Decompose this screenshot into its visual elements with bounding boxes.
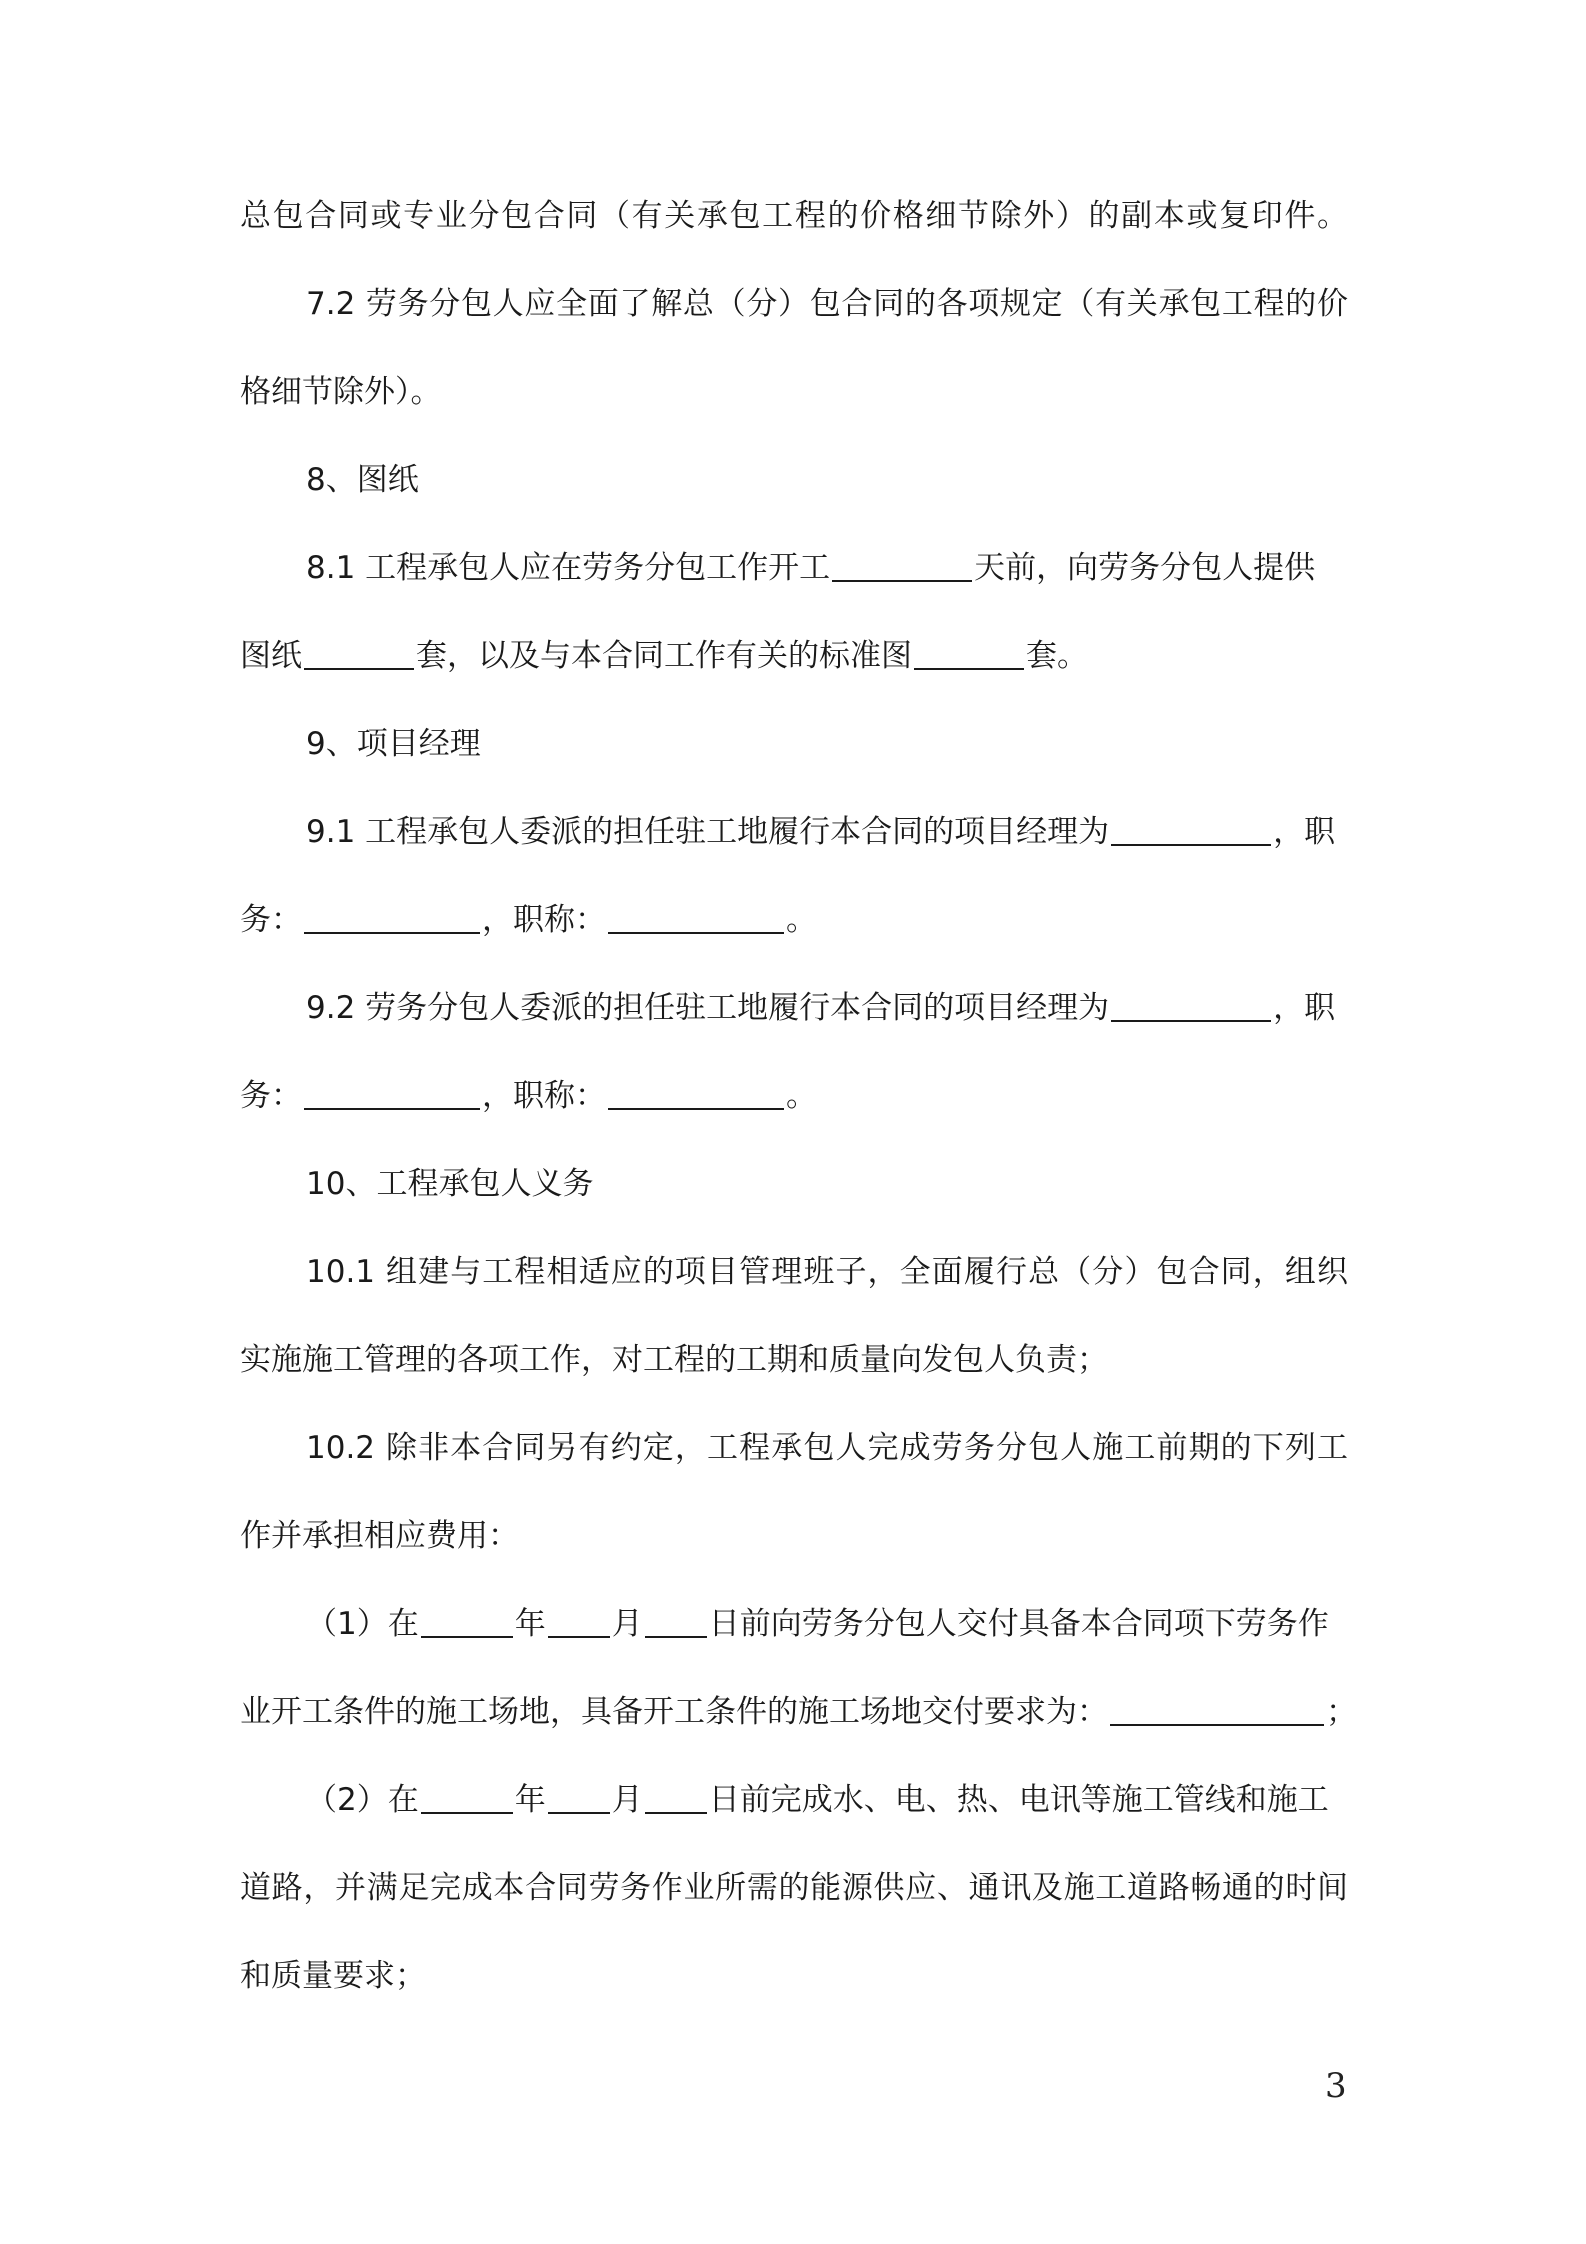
clause-7-2: [306, 274, 1348, 334]
text: 日前向劳务分包人交付具备本合同项下劳务作: [708, 1606, 1329, 1642]
clause-10-1: [306, 1242, 1348, 1302]
paragraph-line: [240, 186, 1348, 246]
section-heading-8: [306, 450, 1348, 510]
paragraph-line: [240, 1330, 1348, 1390]
fill-in-blank[interactable]: [421, 1776, 513, 1814]
paragraph-line: [240, 1506, 1348, 1566]
fill-in-blank[interactable]: [1111, 984, 1271, 1022]
text: 作并承担相应费用：: [240, 1518, 519, 1554]
fill-in-blank[interactable]: [645, 1600, 707, 1638]
paragraph-line: [240, 1682, 1366, 1742]
text: 图纸: [240, 638, 302, 674]
fill-in-blank[interactable]: [1111, 808, 1271, 846]
text: ，职称：: [482, 902, 606, 938]
text: 套。: [1026, 638, 1088, 674]
text: ，职称：: [482, 1078, 606, 1114]
text: 。: [786, 902, 817, 938]
paragraph-line: [240, 1858, 1348, 1918]
paragraph-line: [240, 890, 1348, 950]
text: 8.1 工程承包人应在劳务分包工作开工: [306, 550, 831, 586]
text: 年: [514, 1606, 546, 1642]
fill-in-blank[interactable]: [548, 1600, 610, 1638]
text: ，职: [1273, 814, 1336, 850]
paragraph-line: [240, 626, 1348, 686]
text: 8、图纸: [306, 462, 419, 498]
text: 10.2 除非本合同另有约定，工程承包人完成劳务分包人施工前期的下列工: [306, 1430, 1348, 1466]
text: 格细节除外）。: [240, 374, 442, 410]
text: ；: [1326, 1694, 1357, 1730]
text: 月: [611, 1782, 643, 1818]
text: 道路，并满足完成本合同劳务作业所需的能源供应、通讯及施工道路畅通的时间: [240, 1870, 1348, 1906]
text: 日前完成水、电、热、电讯等施工管线和施工: [708, 1782, 1329, 1818]
text: 套，以及与本合同工作有关的标准图: [416, 638, 912, 674]
text: 总包合同或专业分包合同（有关承包工程的价格细节除外）的副本或复印件。: [240, 198, 1348, 234]
paragraph-line: [240, 362, 1348, 422]
fill-in-blank[interactable]: [304, 632, 414, 670]
paragraph-line: [240, 1066, 1348, 1126]
text: 业开工条件的施工场地，具备开工条件的施工场地交付要求为：: [240, 1694, 1108, 1730]
text: 9.2 劳务分包人委派的担任驻工地履行本合同的项目经理为: [306, 990, 1110, 1026]
text: 9.1 工程承包人委派的担任驻工地履行本合同的项目经理为: [306, 814, 1110, 850]
text: 月: [611, 1606, 643, 1642]
text: 实施施工管理的各项工作，对工程的工期和质量向发包人负责；: [240, 1342, 1108, 1378]
text: （2）在: [306, 1782, 419, 1818]
text: 务：: [240, 1078, 302, 1114]
text: 9、项目经理: [306, 726, 481, 762]
fill-in-blank[interactable]: [608, 1072, 784, 1110]
fill-in-blank[interactable]: [304, 896, 480, 934]
text: 和质量要求；: [240, 1958, 426, 1994]
paragraph-line: [240, 1946, 1348, 2006]
clause-10-2: [306, 1418, 1348, 1478]
text: （1）在: [306, 1606, 419, 1642]
text: 10、工程承包人义务: [306, 1166, 594, 1202]
item-1: [306, 1594, 1348, 1654]
text: 7.2 劳务分包人应全面了解总（分）包合同的各项规定（有关承包工程的价: [306, 286, 1348, 322]
fill-in-blank[interactable]: [304, 1072, 480, 1110]
section-heading-10: [306, 1154, 1348, 1214]
text: 年: [514, 1782, 546, 1818]
text: 天前，向劳务分包人提供: [974, 550, 1316, 586]
text: 务：: [240, 902, 302, 938]
text: ，职: [1273, 990, 1336, 1026]
fill-in-blank[interactable]: [608, 896, 784, 934]
fill-in-blank[interactable]: [1110, 1688, 1324, 1726]
fill-in-blank[interactable]: [548, 1776, 610, 1814]
clause-9-1: [306, 802, 1348, 862]
text: 10.1 组建与工程相适应的项目管理班子，全面履行总（分）包合同，组织: [306, 1254, 1348, 1290]
page-number: 3: [1325, 2066, 1347, 2106]
text: 。: [786, 1078, 817, 1114]
section-heading-9: [306, 714, 1348, 774]
fill-in-blank[interactable]: [914, 632, 1024, 670]
item-2: [306, 1770, 1348, 1830]
fill-in-blank[interactable]: [832, 544, 972, 582]
clause-8-1: [306, 538, 1348, 598]
fill-in-blank[interactable]: [645, 1776, 707, 1814]
fill-in-blank[interactable]: [421, 1600, 513, 1638]
clause-9-2: [306, 978, 1348, 1038]
